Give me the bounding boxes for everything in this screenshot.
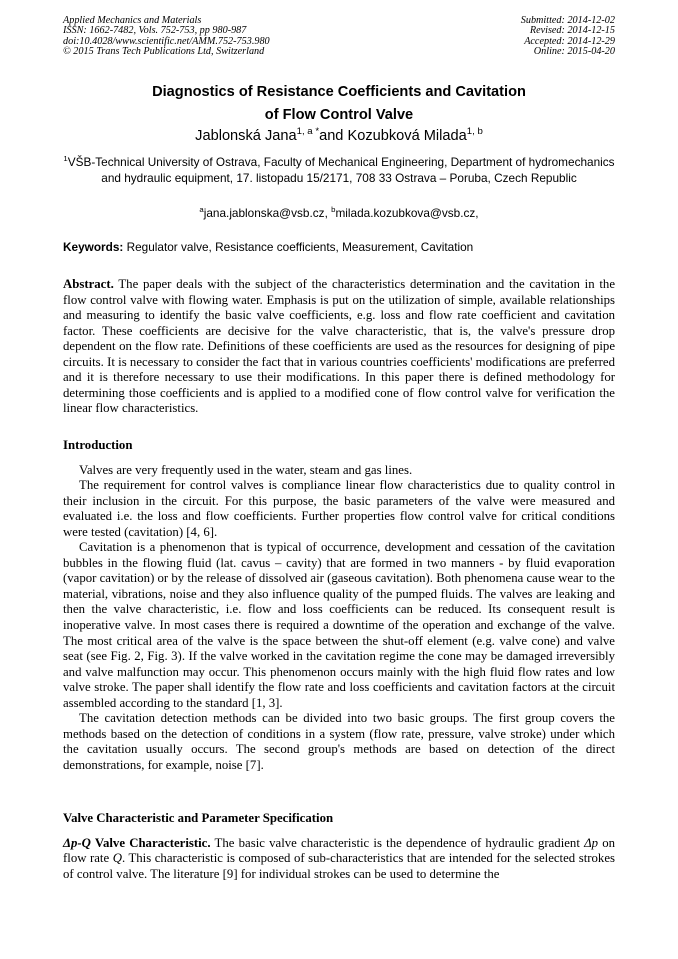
email-b-mark: b bbox=[331, 205, 336, 215]
author-1-affil-mark: 1, a * bbox=[296, 126, 320, 138]
journal-name: Applied Mechanics and Materials bbox=[63, 15, 202, 26]
abstract bbox=[63, 277, 615, 417]
affiliation bbox=[62, 155, 616, 186]
author-conjunction: and bbox=[319, 128, 348, 144]
valve-paragraph-1 bbox=[63, 836, 615, 883]
introduction-heading: Introduction bbox=[63, 438, 133, 452]
author-list bbox=[60, 127, 618, 145]
valve-text-2: on flow rate bbox=[63, 835, 615, 866]
email-a[interactable]: jana.jablonska@vsb.cz, bbox=[203, 206, 328, 220]
doi-line[interactable]: doi:10.4028/www.scientific.net/AMM.752-753.980 bbox=[63, 35, 270, 47]
valve-characteristic-section bbox=[63, 811, 615, 882]
valve-section-heading: Valve Characteristic and Parameter Specification bbox=[63, 811, 334, 825]
copyright-line: © 2015 Trans Tech Publications Ltd, Switzerland bbox=[63, 46, 265, 58]
run-in-label-symbol: Δp-Q bbox=[63, 835, 91, 850]
intro-paragraph-4: The cavitation detection methods can be divided into two basic groups. The first group covers the methods based on the detection of conditions in a system (flow rate, pressure, valve stroke) under which the cavitation usually occurs. The second group's methods are based on detection of the direct demonstrations, for example, noise [7]. bbox=[63, 711, 615, 772]
symbol-q: Q bbox=[112, 851, 122, 866]
issn-line: ISSN: 1662-7482, Vols. 752-753, pp 980-987 bbox=[63, 25, 247, 37]
affiliation-text: VŠB-Technical University of Ostrava, Faculty of Mechanical Engineering, Department of hydromechanics and hydraulic equipment, 17. listopadu 15/2171, 708 33 Ostrava – Poruba, Czech Republic bbox=[67, 155, 615, 185]
online-date: Online: 2015-04-20 bbox=[533, 46, 615, 58]
title-line-2: of Flow Control Valve bbox=[264, 107, 414, 123]
email-b[interactable]: milada.kozubkova@vsb.cz, bbox=[335, 206, 479, 220]
author-1-name: Jablonská Jana bbox=[195, 128, 297, 144]
submitted-date: Submitted: 2014-12-02 bbox=[520, 15, 615, 26]
keywords-text: Regulator valve, Resistance coefficients, Measurement, Cavitation bbox=[123, 240, 474, 254]
abstract-text: The paper deals with the subject of the characteristics determination and the cavitation in the flow control valve with flowing water. Emphasis is put on the utilization of simple, available relationships and measuring to identify the basic valve coefficients, e.g. loss and flow rate coefficient and cavitation factor. These coefficients are decisive for the valve characteristic, that is, the valve's pressure drop dependent on the flow rate. Definitions of these coefficients are used as the resources for designing of pipe circuits. It is necessary to consider the fact that in various countries coefficients' modifications are preferred and it is therefore necessary to use their modifications. In this paper there is defined methodology for determining those coefficients and is applied to a modified cone of flow control valve for verification the linear flow characteristics. bbox=[63, 277, 615, 416]
author-2-name: Kozubková Milada bbox=[347, 128, 467, 144]
abstract-label: Abstract. bbox=[63, 277, 114, 291]
intro-paragraph-3: Cavitation is a phenomenon that is typical of occurrence, development and cessation of the cavitation bubbles in the flowing fluid (lat. cavus – cavity) that are formed in two manners - by fluid evaporation (vapor cavitation) or by the release of dissolved air (gaseous cavitation). Both phenomena cause wear to the material, vibrations, noise and they also influence quality of the pumped fluids. The valves are leaking and then the valve characteristic, i.e. flow and loss coefficients can be reduced. Its consequent result is inoperative valve. In most cases there is required a downtime of the operation and exchange of the valve. The most critical area of the valve is the space between the shut-off element (e.g. valve cone) and valve seat (see Fig. 2, Fig. 3). If the valve worked in the cavitation regime the cone may be damaged irreversibly and valve malfunction may occur. This phenomenon occurs mainly with the high fluid flow rates and low valve stroke. The paper shall identify the flow rate and loss coefficients and cavitation factors at the circuit assembled according to the standard [1, 3]. bbox=[63, 540, 615, 710]
revised-date: Revised: 2014-12-15 bbox=[529, 25, 615, 37]
accepted-date: Accepted: 2014-12-29 bbox=[524, 35, 615, 47]
email-a-mark: a bbox=[199, 205, 204, 215]
intro-paragraph-2: The requirement for control valves is compliance linear flow characteristics due to quality control in their inclusion in the circuit. For this purpose, the basic parameters of the valve were measured and evaluated i.e. the loss and flow coefficients. Further properties flow control valve for critical conditions were tested (cavitation) [4, 6]. bbox=[63, 478, 615, 539]
valve-text-1: The basic valve characteristic is the dependence of hydraulic gradient bbox=[210, 835, 585, 850]
dates-header bbox=[521, 16, 615, 58]
symbol-dp: Δp bbox=[584, 835, 598, 850]
keywords bbox=[63, 240, 615, 255]
title-line-1: Diagnostics of Resistance Coefficients and Cavitation bbox=[152, 84, 526, 100]
author-2-affil-mark: 1, b bbox=[466, 126, 483, 138]
journal-header bbox=[63, 16, 270, 58]
keywords-label: Keywords: bbox=[63, 240, 124, 254]
affiliation-mark: 1 bbox=[63, 154, 68, 164]
valve-text-3: . This characteristic is composed of sub-characteristics that are intended for the selected strokes of control valve. The literature [9] for individual strokes can be used to determine the bbox=[63, 851, 615, 881]
abstract-paragraph bbox=[63, 277, 615, 417]
run-in-label: Valve Characteristic. bbox=[90, 835, 211, 850]
intro-paragraph-1: Valves are very frequently used in the water, steam and gas lines. bbox=[79, 462, 413, 477]
author-emails bbox=[60, 206, 618, 221]
paper-title bbox=[60, 81, 618, 127]
introduction-section bbox=[63, 438, 615, 773]
